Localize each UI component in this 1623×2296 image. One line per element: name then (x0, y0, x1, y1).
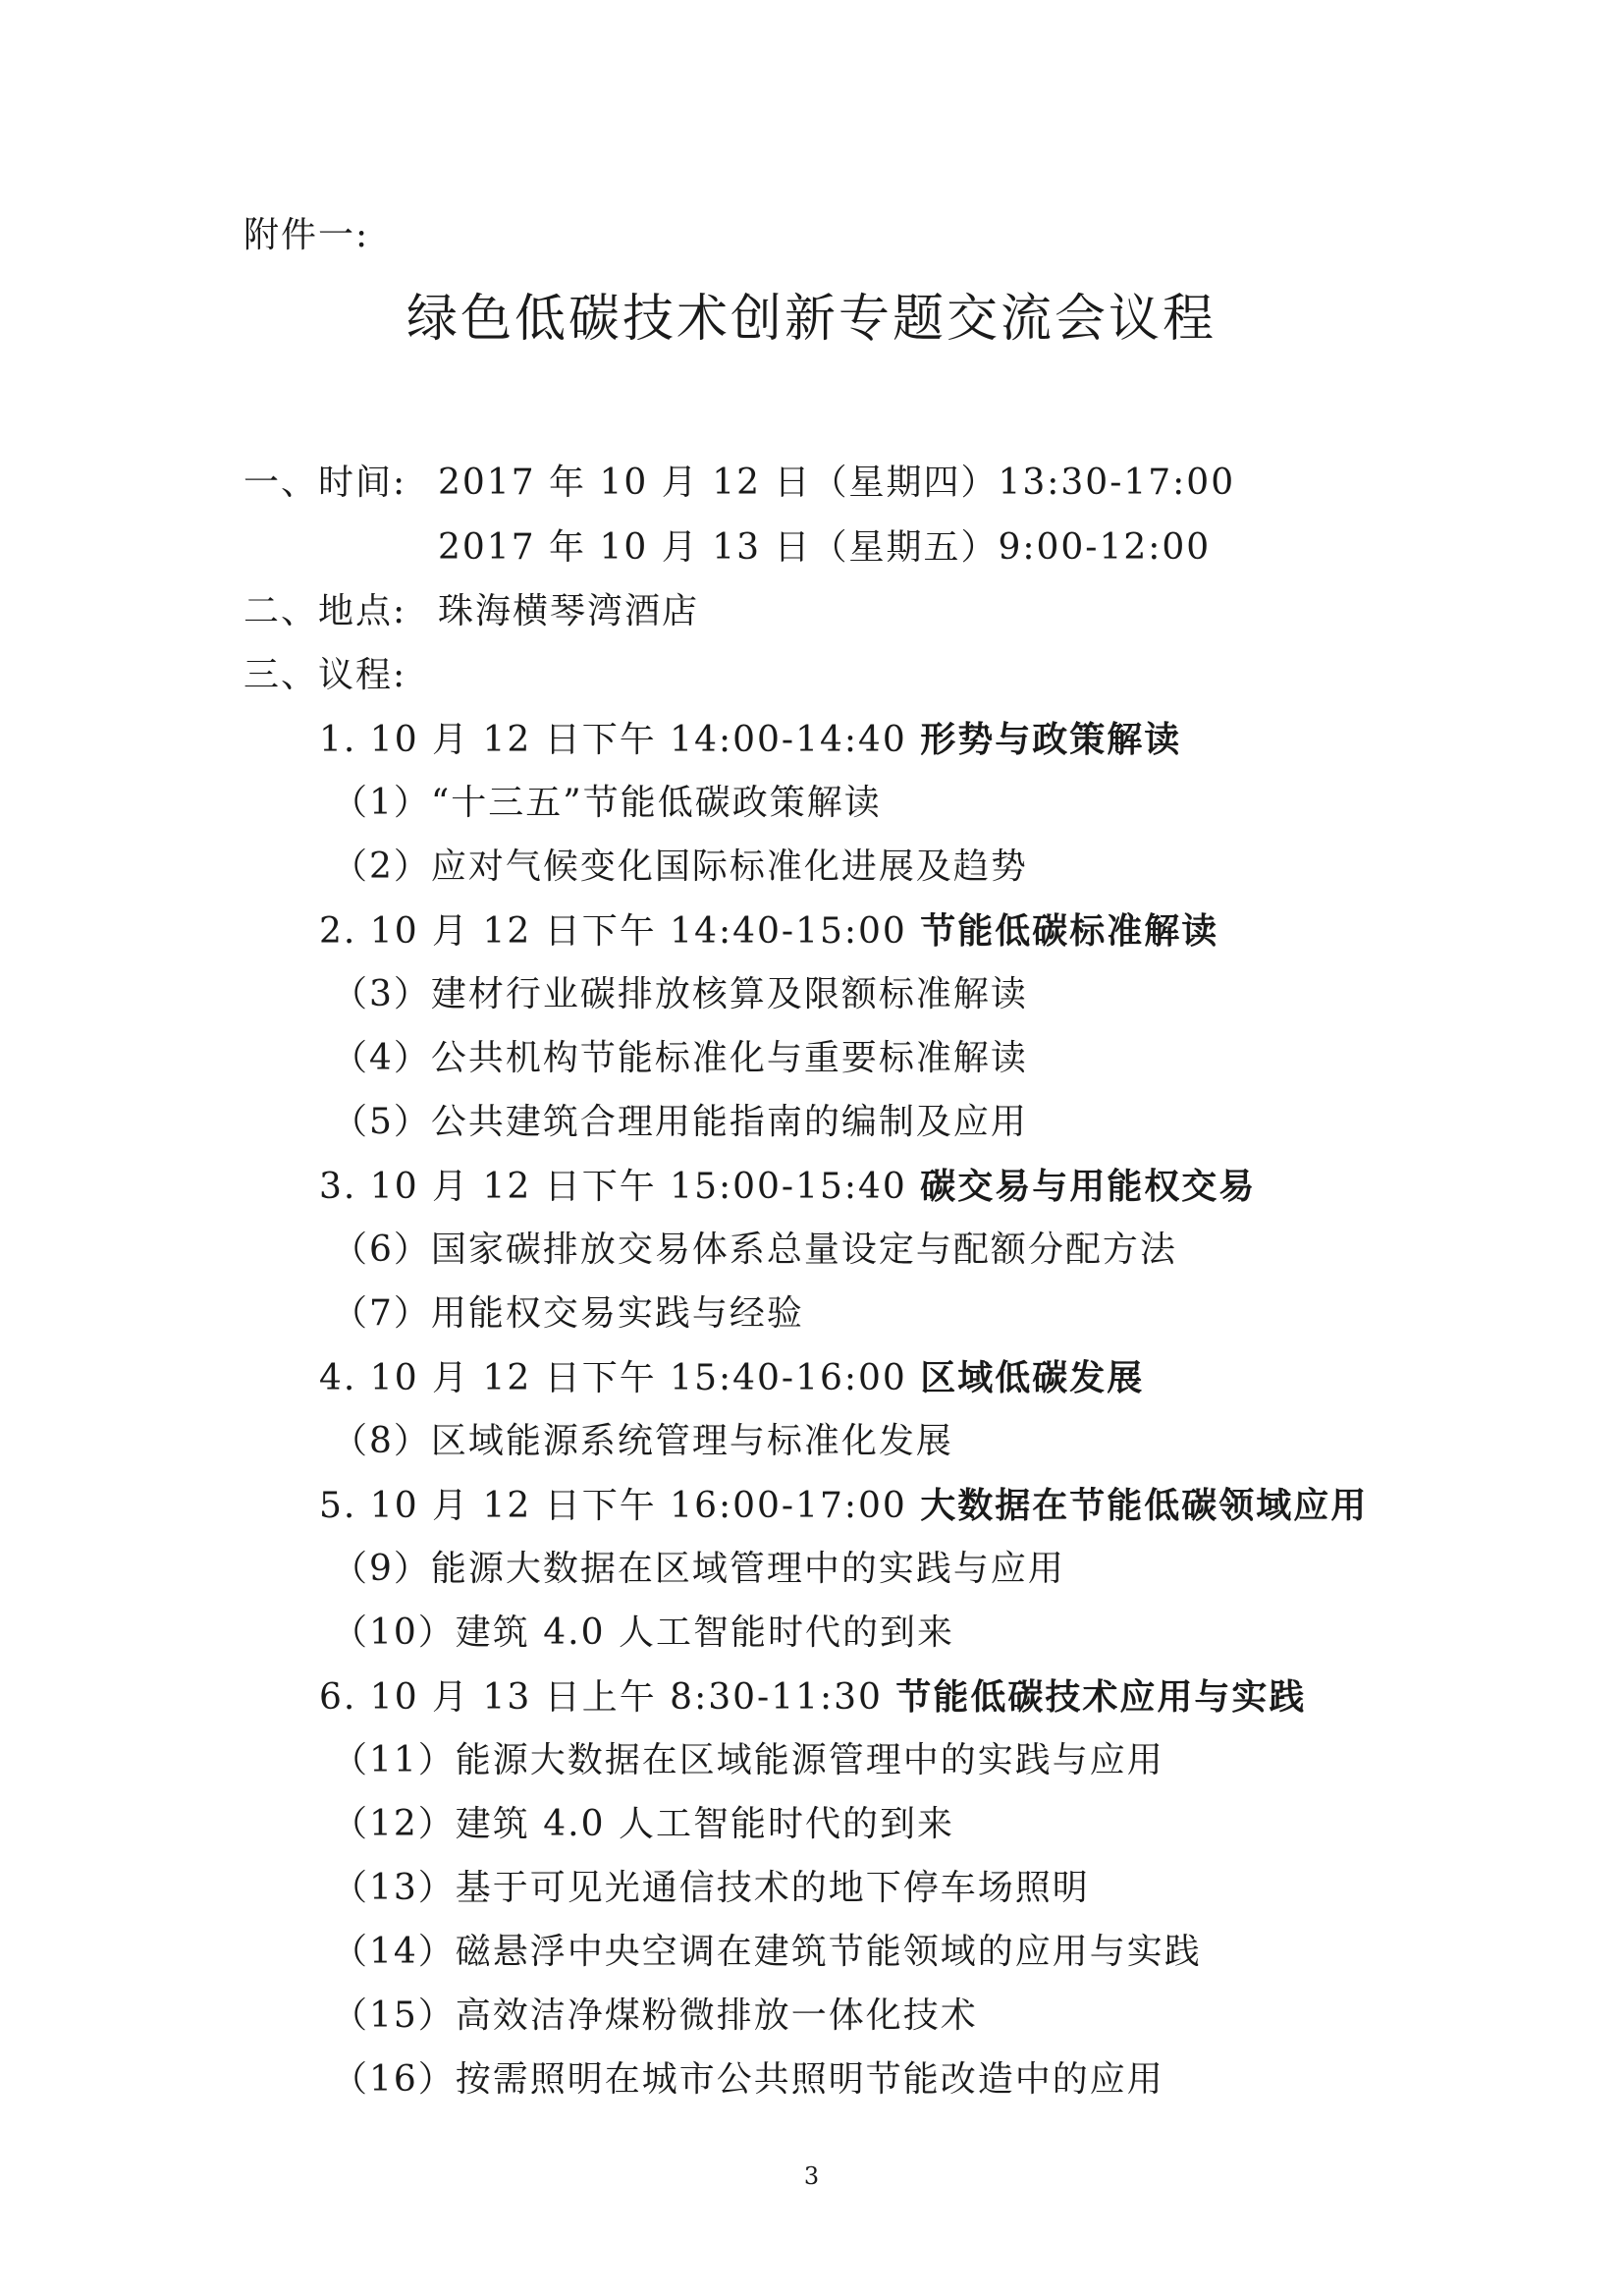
session-time: 3. 10 月 12 日下午 15:00-15:40 (319, 1167, 907, 1207)
agenda-item: （6）国家碳排放交易体系总量设定与配额分配方法 (332, 1230, 1177, 1270)
session-topic: 大数据在节能低碳领域应用 (920, 1485, 1369, 1526)
agenda-item: （7）用能权交易实践与经验 (332, 1293, 804, 1334)
agenda-item: （5）公共建筑合理用能指南的编制及应用 (332, 1102, 1028, 1142)
agenda-item: （2）应对气候变化国际标准化进展及趋势 (332, 847, 1028, 887)
agenda-item: （10）建筑 4.0 人工智能时代的到来 (332, 1613, 954, 1653)
agenda-item: （1）“十三五”节能低碳政策解读 (332, 783, 882, 823)
page-title: 绿色低碳技术创新专题交流会议程 (406, 290, 1217, 349)
agenda-item: （11）能源大数据在区域能源管理中的实践与应用 (332, 1740, 1164, 1780)
time-line-1: 2017 年 10 月 12 日（星期四）13:30-17:00 (438, 463, 1236, 503)
session-heading (319, 907, 1218, 956)
agenda-item: （15）高效洁净煤粉微排放一体化技术 (332, 1995, 978, 2036)
session-time: 4. 10 月 12 日下午 15:40-16:00 (319, 1358, 907, 1398)
agenda-item: （9）能源大数据在区域管理中的实践与应用 (332, 1549, 1065, 1589)
session-heading (319, 1673, 1306, 1722)
session-topic: 区域低碳发展 (920, 1357, 1145, 1398)
session-heading (319, 1163, 1256, 1211)
session-topic: 形势与政策解读 (920, 719, 1182, 760)
agenda-item: （4）公共机构节能标准化与重要标准解读 (332, 1038, 1028, 1078)
agenda-item: （16）按需照明在城市公共照明节能改造中的应用 (332, 2059, 1164, 2100)
location-value: 珠海横琴湾酒店 (438, 591, 700, 631)
session-heading (319, 1354, 1144, 1402)
agenda-item: （12）建筑 4.0 人工智能时代的到来 (332, 1804, 954, 1844)
time-line-2: 2017 年 10 月 13 日（星期五）9:00-12:00 (438, 527, 1212, 568)
agenda-item: （3）建材行业碳排放核算及限额标准解读 (332, 974, 1028, 1014)
attachment-label: 附件一: (243, 215, 370, 255)
agenda-label: 三、议程: (243, 655, 407, 695)
session-heading (319, 1482, 1368, 1530)
session-topic: 节能低碳标准解读 (920, 910, 1219, 952)
page-number: 3 (803, 2162, 820, 2190)
session-time: 1. 10 月 12 日下午 14:00-14:40 (319, 720, 907, 760)
session-heading (319, 716, 1181, 764)
session-time: 6. 10 月 13 日上午 8:30-11:30 (319, 1677, 883, 1718)
session-time: 5. 10 月 12 日下午 16:00-17:00 (319, 1486, 907, 1526)
session-time: 2. 10 月 12 日下午 14:40-15:00 (319, 911, 907, 952)
time-label: 一、时间: (243, 463, 407, 503)
agenda-item: （8）区域能源系统管理与标准化发展 (332, 1421, 953, 1461)
session-topic: 碳交易与用能权交易 (920, 1166, 1257, 1207)
agenda-item: （14）磁悬浮中央空调在建筑节能领域的应用与实践 (332, 1932, 1202, 1972)
session-topic: 节能低碳技术应用与实践 (895, 1676, 1307, 1718)
location-label: 二、地点: (243, 591, 407, 631)
agenda-item: （13）基于可见光通信技术的地下停车场照明 (332, 1868, 1090, 1908)
